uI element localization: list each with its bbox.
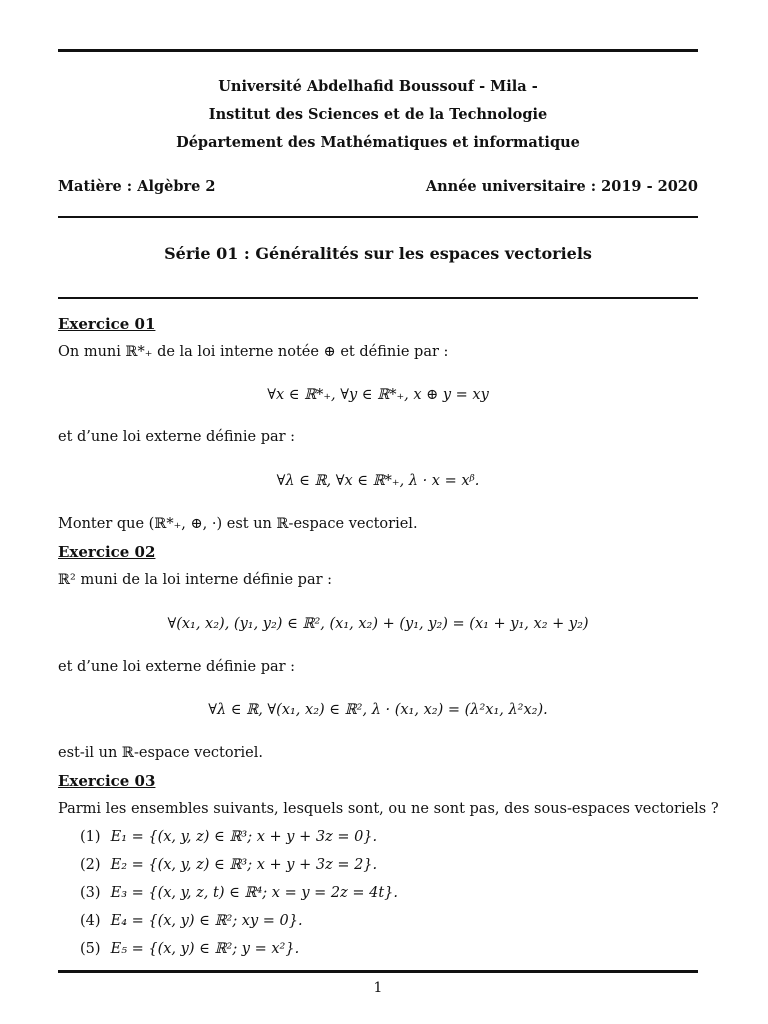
exercise-2-formula-internal: ∀(x₁, x₂), (y₁, y₂) ∈ ℝ², (x₁, x₂) + (y₁, y₂) = (x₁ + y₁, x₂ + y₂) bbox=[167, 616, 589, 632]
list-item bbox=[80, 856, 377, 874]
list-item-text: E₂ = {(x, y, z) ∈ ℝ³; x + y + 3z = 2}. bbox=[110, 857, 378, 873]
exercise-2-intro: ℝ² muni de la loi interne définie par : bbox=[58, 572, 333, 588]
list-item bbox=[80, 884, 398, 902]
page-number: 1 bbox=[373, 980, 383, 996]
university-name: Université Abdelhafid Boussouf - Mila - bbox=[218, 78, 538, 95]
list-item-text: E₄ = {(x, y) ∈ ℝ²; xy = 0}. bbox=[110, 913, 303, 929]
exercise-2-formula-external: ∀λ ∈ ℝ, ∀(x₁, x₂) ∈ ℝ², λ · (x₁, x₂) = (λ²x₁, λ²x₂). bbox=[208, 702, 548, 718]
exercise-3-intro: Parmi les ensembles suivants, lesquels sont, ou ne sont pas, des sous-espaces vectoriels ? bbox=[58, 801, 719, 817]
list-item-number: (1) bbox=[80, 829, 101, 845]
list-item-number: (4) bbox=[80, 913, 101, 929]
series-title: Série 01 : Généralités sur les espaces vectoriels bbox=[164, 244, 592, 263]
exercise-1-formula-external: ∀λ ∈ ℝ, ∀x ∈ ℝ*₊, λ · x = xᵝ. bbox=[276, 473, 480, 489]
footer-rule bbox=[58, 970, 698, 973]
exercise-1-formula-internal: ∀x ∈ ℝ*₊, ∀y ∈ ℝ*₊, x ⊕ y = xy bbox=[267, 387, 489, 403]
department-name: Département des Mathématiques et informatique bbox=[176, 134, 580, 151]
academic-year: Année universitaire : 2019 - 2020 bbox=[425, 178, 698, 195]
list-item-text: E₃ = {(x, y, z, t) ∈ ℝ⁴; x = y = 2z = 4t}. bbox=[110, 885, 399, 901]
exercise-3-heading: Exercice 03 bbox=[58, 772, 156, 790]
list-item-number: (5) bbox=[80, 941, 101, 957]
list-item bbox=[80, 940, 299, 958]
list-item-number: (3) bbox=[80, 885, 101, 901]
exercise-1-question: Monter que (ℝ*₊, ⊕, ·) est un ℝ-espace vectoriel. bbox=[58, 516, 418, 532]
exercise-2-question: est-il un ℝ-espace vectoriel. bbox=[58, 745, 263, 761]
title-rule bbox=[58, 297, 698, 299]
list-item-text: E₁ = {(x, y, z) ∈ ℝ³; x + y + 3z = 0}. bbox=[110, 829, 378, 845]
top-rule bbox=[58, 49, 698, 52]
list-item-number: (2) bbox=[80, 857, 101, 873]
exercise-1-intro: On muni ℝ*₊ de la loi interne notée ⊕ et définie par : bbox=[58, 344, 449, 360]
institute-name: Institut des Sciences et de la Technologie bbox=[208, 106, 548, 123]
exercise-1-middle-text: et d’une loi externe définie par : bbox=[58, 429, 296, 445]
exercise-2-heading: Exercice 02 bbox=[58, 543, 156, 561]
exercise-2-middle-text: et d’une loi externe définie par : bbox=[58, 659, 296, 675]
header-rule bbox=[58, 216, 698, 218]
subject-label: Matière : Algèbre 2 bbox=[58, 178, 216, 195]
exercise-1-heading: Exercice 01 bbox=[58, 315, 156, 333]
list-item bbox=[80, 828, 377, 846]
list-item bbox=[80, 912, 303, 930]
list-item-text: E₅ = {(x, y) ∈ ℝ²; y = x²}. bbox=[110, 941, 300, 957]
